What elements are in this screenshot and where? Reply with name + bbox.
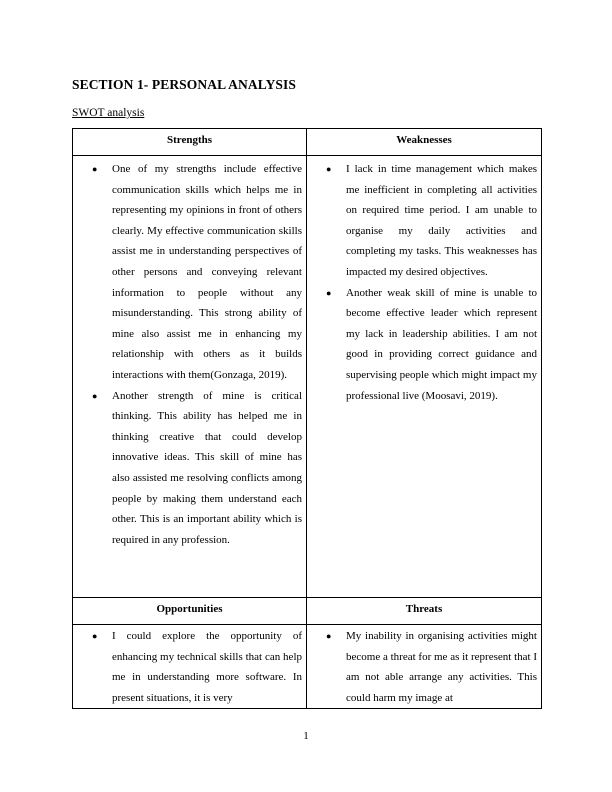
list-item: ● One of my strengths include effective communication skills which helps me in representing my opinions in front of others clearly. My effective communication skills assist me in understanding perspectives of other persons and conveying relevant information to people without any misunderstanding. This strong ability of mine also assist me in enhancing my relationship with others as it builds interactions with them(Gonzaga, 2019).: [73, 159, 306, 386]
list-item: ● Another weak skill of mine is unable to become effective leader which represent my lack in leadership abilities. I am not good in providing correct guidance and supervising people which might impact my professional live (Moosavi, 2019).: [307, 283, 541, 407]
swot-table: [72, 128, 542, 709]
bullet-icon: ●: [92, 390, 98, 401]
swot-header-row: [73, 129, 542, 156]
threats-list: [307, 625, 541, 708]
bullet-icon: ●: [326, 164, 332, 174]
swot-header-row-2: [73, 598, 542, 625]
section-title: SECTION 1- PERSONAL ANALYSIS: [72, 77, 296, 92]
threats-cell: [307, 625, 542, 709]
threats-header: Threats: [307, 598, 542, 625]
bullet-icon: ●: [92, 164, 98, 174]
strengths-header: Strengths: [73, 129, 307, 156]
opportunities-header: Opportunities: [73, 598, 307, 625]
opportunities-cell: [73, 625, 307, 709]
bullet-icon: ●: [326, 287, 332, 298]
strengths-cell: [73, 156, 307, 598]
page-number: 1: [303, 730, 309, 742]
list-item: ● I lack in time management which makes me inefficient in completing all activities on required time period. I am unable to organise my daily activities and completing my tasks. This weaknesses has impacted my desired objectives.: [307, 159, 541, 283]
swot-content-row-2: [73, 625, 542, 709]
weaknesses-header: Weaknesses: [307, 129, 542, 156]
swot-content-row: [73, 156, 542, 598]
list-item: ● My inability in organising activities might become a threat for me as it represent that I am not able arrange any activities. This could harm my image at: [307, 626, 541, 708]
bullet-icon: ●: [92, 631, 98, 641]
list-item: ● Another strength of mine is critical thinking. This ability has helped me in thinking creative that could develop innovative ideas. This skill of mine has also assisted me resolving conflicts among people by making them understand each other. This is an important ability which is required in any profession.: [73, 386, 306, 551]
bullet-icon: ●: [326, 631, 332, 641]
weaknesses-cell: [307, 156, 542, 598]
weaknesses-list: [307, 158, 541, 406]
swot-subheading: SWOT analysis: [72, 107, 145, 119]
list-item: ● I could explore the opportunity of enhancing my technical skills that can help me in understanding more software. In present situations, it is very: [73, 626, 306, 708]
opportunities-list: [73, 625, 306, 708]
strengths-list: [73, 158, 306, 550]
